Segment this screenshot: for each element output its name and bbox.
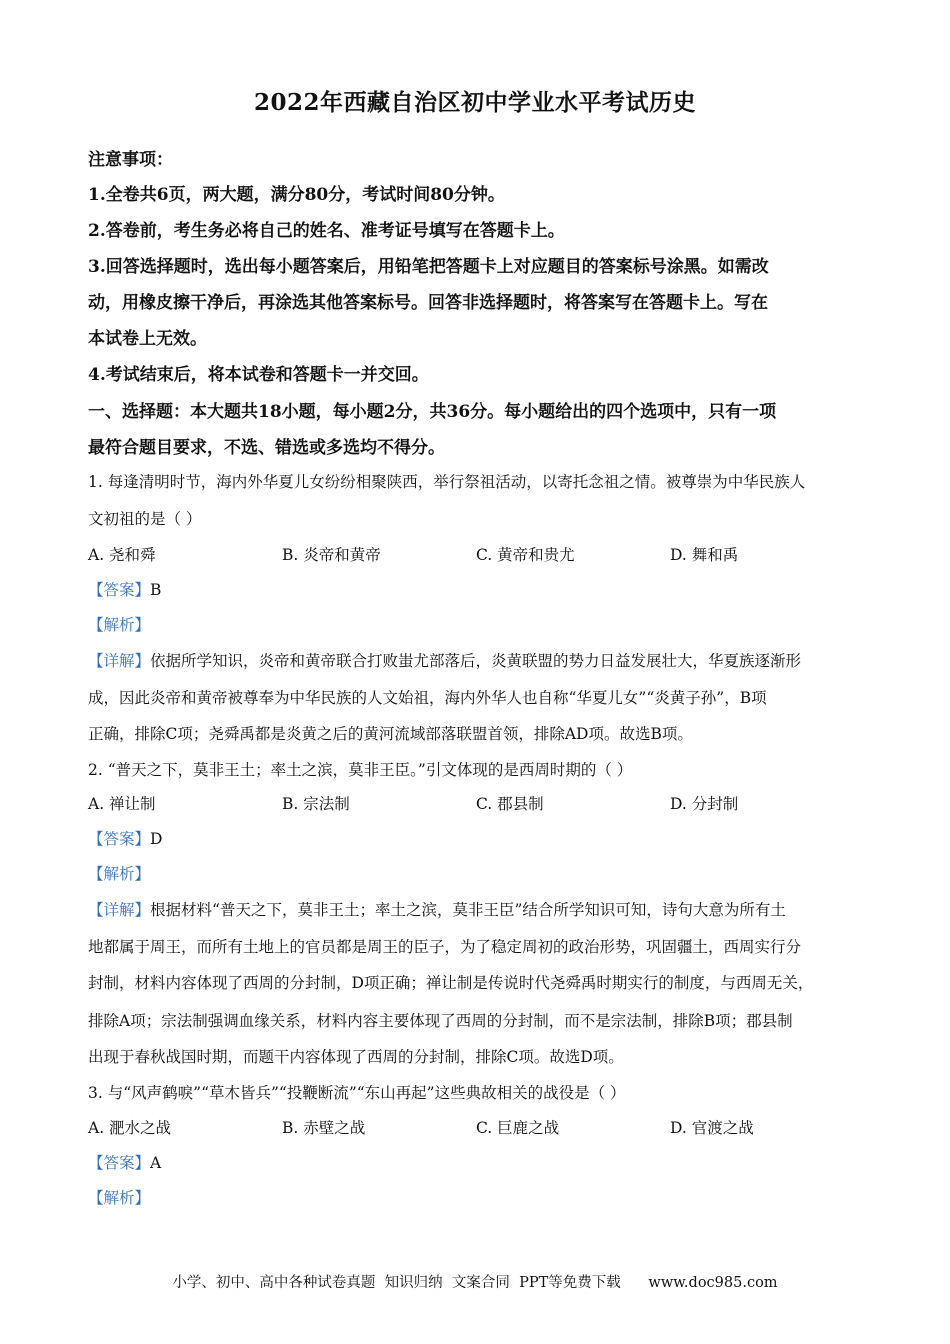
q2-detail-line-1 — [88, 898, 786, 920]
page-footer: 小学、初中、高中各种试卷真题 知识归纳 文案合同 PPT等免费下载 www.doc985.com — [172, 1275, 778, 1291]
q1-option-b: B. 炎帝和黄帝 — [282, 546, 381, 564]
q2-detail-line-4: 排除A项；宗法制强调血缘关系，材料内容主要体现了西周的分封制，而不是宗法制，排除B项；郡县制 — [88, 1012, 793, 1030]
answer-tag: 【答案】 — [88, 1154, 151, 1172]
notes-heading: 注意事项： — [88, 150, 173, 170]
q3-option-b: B. 赤壁之战 — [282, 1119, 366, 1137]
q1-option-d: D. 舞和禹 — [670, 546, 739, 564]
answer-value: A — [150, 1154, 162, 1172]
q2-option-c: C. 郡县制 — [476, 795, 544, 813]
q3-analysis-tag: 【解析】 — [88, 1189, 151, 1207]
q2-analysis-tag: 【解析】 — [88, 865, 151, 883]
q3-option-a: A. 淝水之战 — [88, 1119, 172, 1137]
q1-detail-line-1 — [88, 649, 801, 671]
answer-value: D — [150, 830, 163, 848]
answer-tag: 【答案】 — [88, 830, 151, 848]
q1-detail-line-3: 正确，排除C项；尧舜禹都是炎黄之后的黄河流域部落联盟首领，排除AD项。故选B项。 — [88, 725, 693, 743]
q1-stem-line-2: 文初祖的是（ ） — [88, 510, 202, 528]
note-3-line-2: 动，用橡皮擦干净后，再涂选其他答案标号。回答非选择题时，将答案写在答题卡上。写在 — [88, 293, 768, 313]
section-1-line-1: 一、选择题：本大题共18小题，每小题2分，共36分。每小题给出的四个选项中，只有一项 — [88, 402, 777, 422]
q2-stem: 2. “普天之下，莫非王土；率土之滨，莫非王臣。”引文体现的是西周时期的（ ） — [88, 761, 633, 779]
q2-option-a: A. 禅让制 — [88, 795, 156, 813]
q2-detail-line-2: 地都属于周王，而所有土地上的官员都是周王的臣子，为了稳定周初的政治形势，巩固疆土，西周实行分 — [88, 938, 802, 956]
q1-analysis-tag: 【解析】 — [88, 616, 151, 634]
q2-option-b: B. 宗法制 — [282, 795, 350, 813]
q3-answer — [88, 1151, 161, 1173]
q2-option-d: D. 分封制 — [670, 795, 739, 813]
note-2: 2.答卷前，考生务必将自己的姓名、准考证号填写在答题卡上。 — [88, 221, 565, 241]
note-3-line-3: 本试卷上无效。 — [88, 329, 207, 349]
q3-option-c: C. 巨鹿之战 — [476, 1119, 560, 1137]
detail-tag: 【详解】 — [88, 901, 151, 919]
detail-text: 根据材料“普天之下，莫非王土；率土之滨，莫非王臣”结合所学知识可知，诗句大意为所有土 — [150, 901, 786, 919]
q2-answer — [88, 827, 162, 849]
answer-tag: 【答案】 — [88, 581, 151, 599]
answer-value: B — [150, 581, 162, 599]
q2-detail-line-5: 出现于春秋战国时期，而题干内容体现了西周的分封制，排除C项。故选D项。 — [88, 1048, 624, 1066]
q3-stem: 3. 与“风声鹤唳”“草木皆兵”“投鞭断流”“东山再起”这些典故相关的战役是（ ） — [88, 1084, 626, 1102]
note-4: 4.考试结束后，将本试卷和答题卡一并交回。 — [88, 365, 429, 385]
note-1: 1.全卷共6页，两大题，满分80分，考试时间80分钟。 — [88, 185, 505, 205]
detail-text: 依据所学知识，炎帝和黄帝联合打败蚩尤部落后，炎黄联盟的势力日益发展壮大，华夏族逐渐形 — [150, 652, 802, 670]
q1-answer — [88, 578, 161, 600]
q2-detail-line-3: 封制，材料内容体现了西周的分封制，D项正确；禅让制是传说时代尧舜禹时期实行的制度，与西周无关， — [88, 974, 814, 992]
q1-detail-line-2: 成，因此炎帝和黄帝被尊奉为中华民族的人文始祖，海内外华人也自称“华夏儿女”“炎黄子孙”，B项 — [88, 689, 767, 707]
detail-tag: 【详解】 — [88, 652, 151, 670]
q1-option-a: A. 尧和舜 — [88, 546, 156, 564]
q1-option-c: C. 黄帝和贵尤 — [476, 546, 575, 564]
q3-option-d: D. 官渡之战 — [670, 1119, 754, 1137]
page-title: 2022年西藏自治区初中学业水平考试历史 — [253, 89, 696, 116]
note-3-line-1: 3.回答选择题时，选出每小题答案后，用铅笔把答题卡上对应题目的答案标号涂黑。如需改 — [88, 257, 769, 277]
section-1-line-2: 最符合题目要求，不选、错选或多选均不得分。 — [88, 438, 445, 458]
q1-stem-line-1: 1. 每逢清明时节，海内外华夏儿女纷纷相聚陕西，举行祭祖活动，以寄托念祖之情。被尊崇为中华民族人 — [88, 473, 806, 491]
